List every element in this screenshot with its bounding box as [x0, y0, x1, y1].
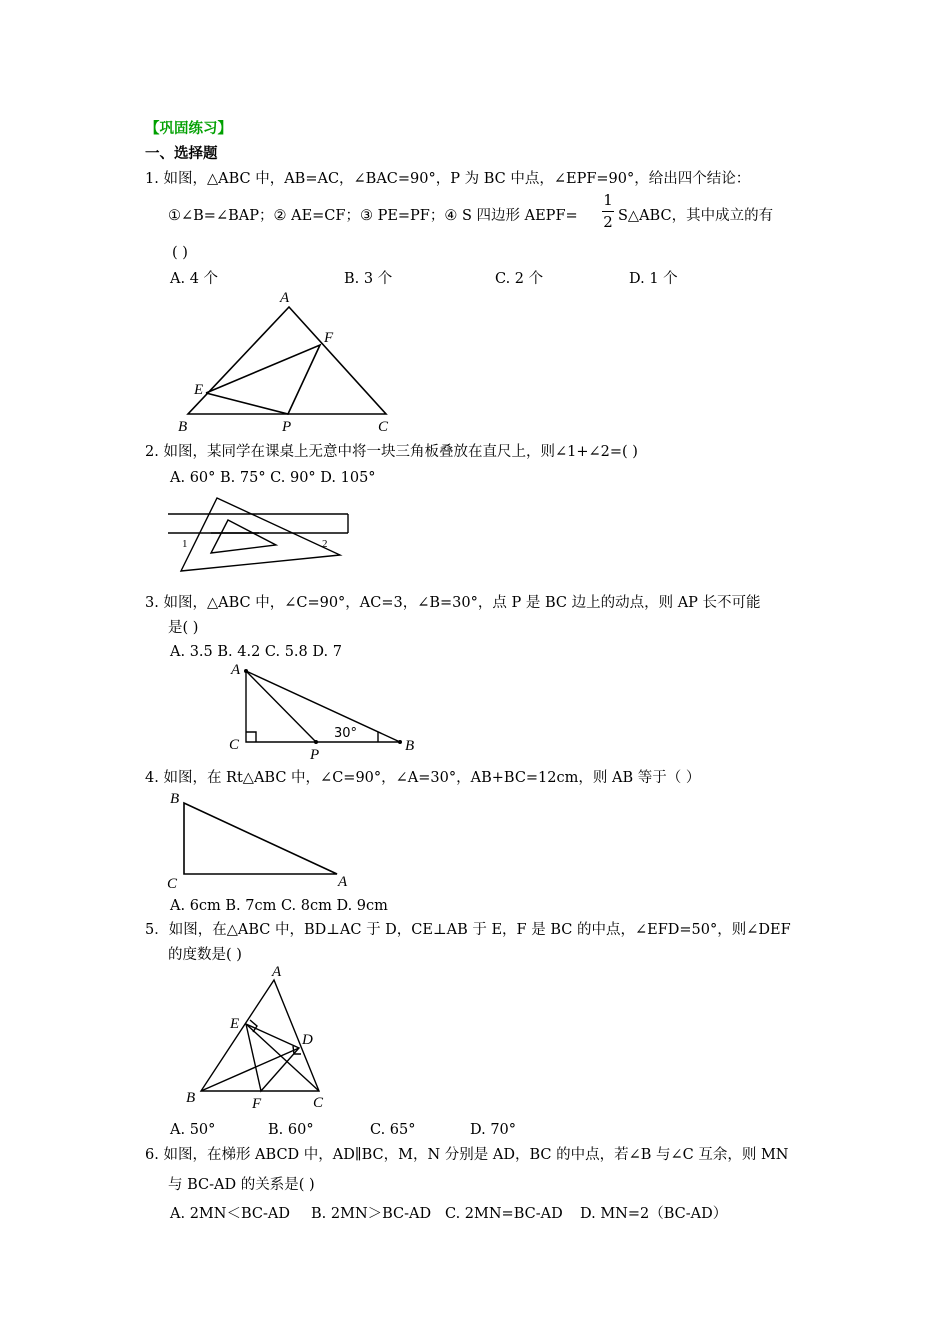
- q6-option-b: B. 2MN＞BC-AD: [311, 1206, 432, 1222]
- q6-line1: 6. 如图，在梯形 ABCD 中，AD∥BC，M，N 分别是 AD，BC 的中点，若∠B 与∠C 互余，则 MN: [145, 1147, 789, 1163]
- q4-label-c: C: [167, 876, 178, 892]
- q1-frac-denominator: 2: [603, 213, 613, 231]
- q1-label-b: B: [178, 419, 188, 435]
- q5-label-b: B: [186, 1090, 196, 1106]
- q1-frac-numerator: 1: [603, 191, 613, 209]
- q2-label-2: 2: [322, 538, 328, 550]
- q5-option-d: D. 70°: [470, 1122, 517, 1138]
- section-title: 【巩固练习】: [145, 121, 232, 137]
- q6-option-c: C. 2MN=BC-AD: [445, 1206, 563, 1222]
- q1-label-p: P: [282, 419, 292, 435]
- q4-label-a: A: [338, 874, 348, 890]
- q3-line2: 是( ): [168, 620, 199, 636]
- q4-label-b: B: [170, 791, 180, 807]
- part-title: 一、选择题: [145, 146, 218, 162]
- q1-option-d: D. 1 个: [629, 271, 678, 287]
- q1-option-c: C. 2 个: [495, 271, 544, 287]
- q5-option-a: A. 50°: [170, 1122, 216, 1138]
- q6-option-a: A. 2MN＜BC-AD: [170, 1206, 290, 1222]
- q4-line1: 4. 如图，在 Rt△ABC 中，∠C=90°，∠A=30°，AB+BC=12cm，则 AB 等于（ ）: [145, 770, 701, 786]
- q1-option-b: B. 3 个: [344, 271, 393, 287]
- q5-option-b: B. 60°: [268, 1122, 314, 1138]
- q1-option-a: A. 4 个: [170, 271, 219, 287]
- q2-options: A. 60° B. 75° C. 90° D. 105°: [170, 470, 376, 486]
- q1-line2a: ①∠B=∠BAP；② AE=CF；③ PE=PF；④ S 四边形 AEPF=: [168, 208, 578, 224]
- q5-line2: 的度数是( ): [168, 947, 242, 963]
- q5-label-c: C: [313, 1095, 324, 1111]
- q5-line1: 5．如图，在△ABC 中，BD⊥AC 于 D，CE⊥AB 于 E，F 是 BC 的中点，∠EFD=50°，则∠DEF: [145, 922, 791, 938]
- q3-line1: 3. 如图，△ABC 中，∠C=90°，AC=3，∠B=30°，点 P 是 BC 边上的动点，则 AP 长不可能: [145, 595, 761, 611]
- q1-label-e: E: [194, 382, 204, 398]
- q5-label-a: A: [272, 964, 282, 980]
- q6-line2: 与 BC-AD 的关系是( ): [168, 1177, 315, 1193]
- q1-line1: 1. 如图，△ABC 中，AB=AC，∠BAC=90°，P 为 BC 中点，∠EPF=90°，给出四个结论：: [145, 171, 751, 187]
- q3-label-a: A: [231, 662, 241, 678]
- q3-options: A. 3.5 B. 4.2 C. 5.8 D. 7: [170, 644, 342, 660]
- q1-blank: ( ): [172, 245, 188, 261]
- q5-option-c: C. 65°: [370, 1122, 416, 1138]
- q1-label-a: A: [280, 290, 290, 306]
- q5-label-f: F: [252, 1096, 262, 1112]
- q2-label-1: 1: [182, 538, 188, 550]
- q5-label-d: D: [302, 1032, 313, 1048]
- q5-label-e: E: [230, 1016, 240, 1032]
- q3-label-p: P: [310, 747, 320, 763]
- q3-label-angle: 30°: [334, 726, 358, 741]
- q2-line1: 2. 如图，某同学在课桌上无意中将一块三角板叠放在直尺上，则∠1+∠2=( ): [145, 444, 638, 460]
- q1-label-c: C: [378, 419, 389, 435]
- q3-label-b: B: [405, 738, 415, 754]
- q4-options: A. 6cm B. 7cm C. 8cm D. 9cm: [170, 898, 388, 914]
- q1-label-f: F: [324, 330, 334, 346]
- q3-label-c: C: [229, 737, 240, 753]
- q1-line2b: S△ABC，其中成立的有: [618, 208, 774, 224]
- q6-option-d: D. MN=2（BC-AD）: [580, 1206, 728, 1222]
